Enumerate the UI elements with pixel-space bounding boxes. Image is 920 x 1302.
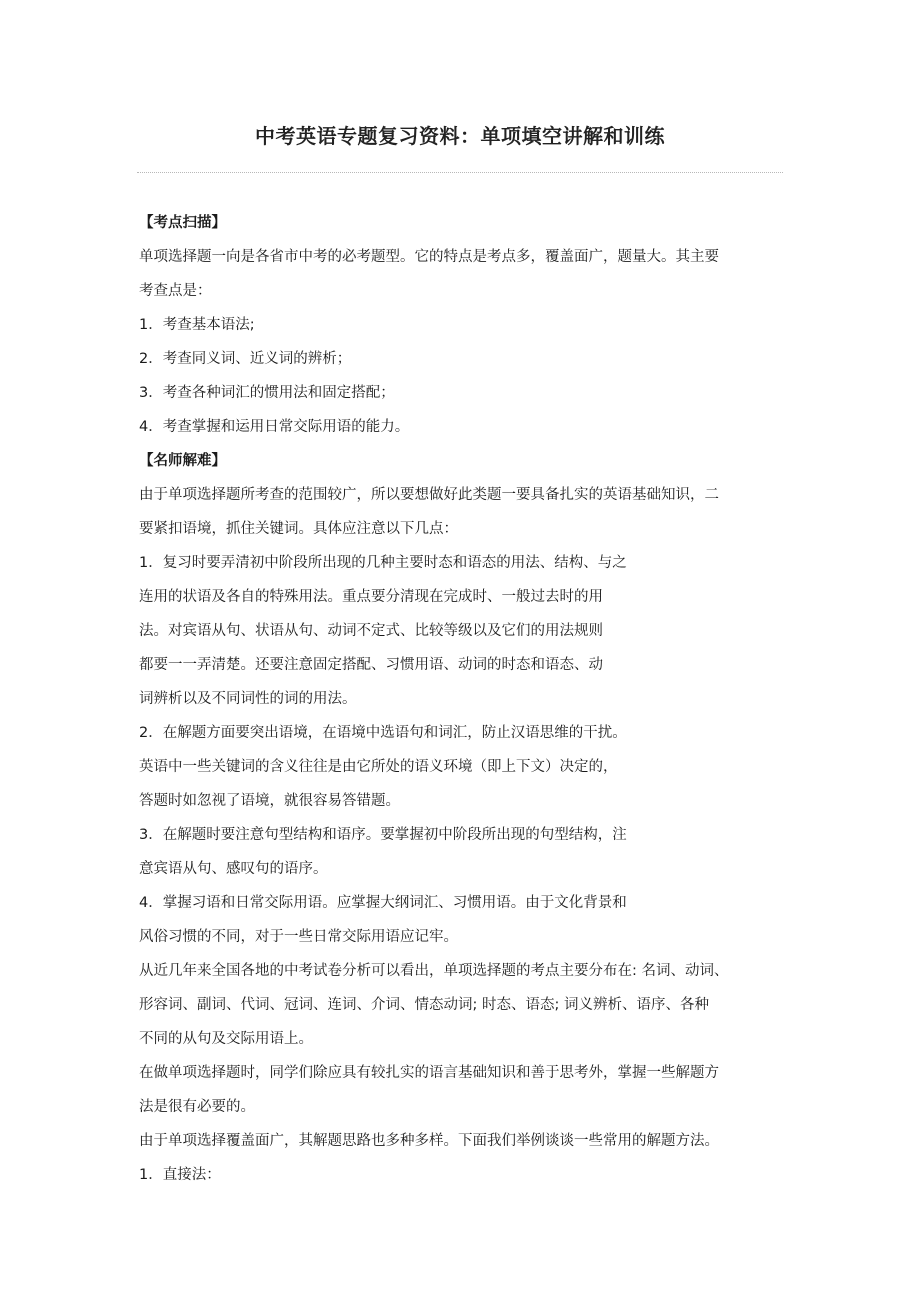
text-line: 2．在解题方面要突出语境，在语境中选语句和词汇，防止汉语思维的干扰。 — [139, 725, 627, 741]
text-line: 由于单项选择覆盖面广，其解题思路也多种多样。下面我们举例谈谈一些常用的解题方法。 — [139, 1133, 719, 1149]
text-line: 由于单项选择题所考查的范围较广，所以要想做好此类题一要具备扎实的英语基础知识，二 — [139, 487, 719, 503]
text-line: 从近几年来全国各地的中考试卷分析可以看出，单项选择题的考点主要分布在: 名词、动词、 — [139, 963, 729, 979]
text-line: 要紧扣语境，抓住关键词。具体应注意以下几点： — [139, 521, 458, 537]
text-line: 考查点是： — [139, 283, 212, 299]
text-line: 都要一一弄清楚。还要注意固定搭配、习惯用语、动词的时态和语态、动 — [139, 657, 603, 673]
text-line: 单项选择题一向是各省市中考的必考题型。它的特点是考点多，覆盖面广，题量大。其主要 — [139, 249, 719, 265]
text-line: 法是很有必要的。 — [139, 1099, 255, 1115]
text-line: 意宾语从句、感叹句的语序。 — [139, 861, 328, 877]
text-line: 在做单项选择题时，同学们除应具有较扎实的语言基础知识和善于思考外，掌握一些解题方 — [139, 1065, 719, 1081]
section-heading: 【考点扫描】 — [139, 215, 226, 231]
text-line: 词辨析以及不同词性的词的用法。 — [139, 691, 357, 707]
title-divider — [137, 172, 783, 173]
text-line: 英语中一些关键词的含义往往是由它所处的语义环境（即上下文）决定的， — [139, 759, 618, 775]
text-line: 1．直接法： — [139, 1167, 221, 1183]
text-line: 风俗习惯的不同，对于一些日常交际用语应记牢。 — [139, 929, 458, 945]
text-line: 形容词、副词、代词、冠词、连词、介词、情态动词; 时态、语态; 词义辨析、语序、各种 — [139, 997, 709, 1013]
text-line: 连用的状语及各自的特殊用法。重点要分清现在完成时、一般过去时的用 — [139, 589, 603, 605]
text-line: 1．考查基本语法; — [139, 317, 255, 333]
text-line: 法。对宾语从句、状语从句、动词不定式、比较等级以及它们的用法规则 — [139, 623, 603, 639]
text-line: 3．在解题时要注意句型结构和语序。要掌握初中阶段所出现的句型结构，注 — [139, 827, 627, 843]
section-heading: 【名师解难】 — [139, 453, 226, 469]
text-line: 2．考查同义词、近义词的辨析； — [139, 351, 352, 367]
text-line: 3．考查各种词汇的惯用法和固定搭配； — [139, 385, 395, 401]
document-body — [139, 206, 789, 1192]
text-line: 4．考查掌握和运用日常交际用语的能力。 — [139, 419, 410, 435]
text-line: 1．复习时要弄清初中阶段所出现的几种主要时态和语态的用法、结构、与之 — [139, 555, 627, 571]
document-title: 中考英语专题复习资料：单项填空讲解和训练 — [255, 124, 665, 148]
text-line: 4．掌握习语和日常交际用语。应掌握大纲词汇、习惯用语。由于文化背景和 — [139, 895, 627, 911]
text-line: 答题时如忽视了语境，就很容易答错题。 — [139, 793, 400, 809]
text-line: 不同的从句及交际用语上。 — [139, 1031, 313, 1047]
